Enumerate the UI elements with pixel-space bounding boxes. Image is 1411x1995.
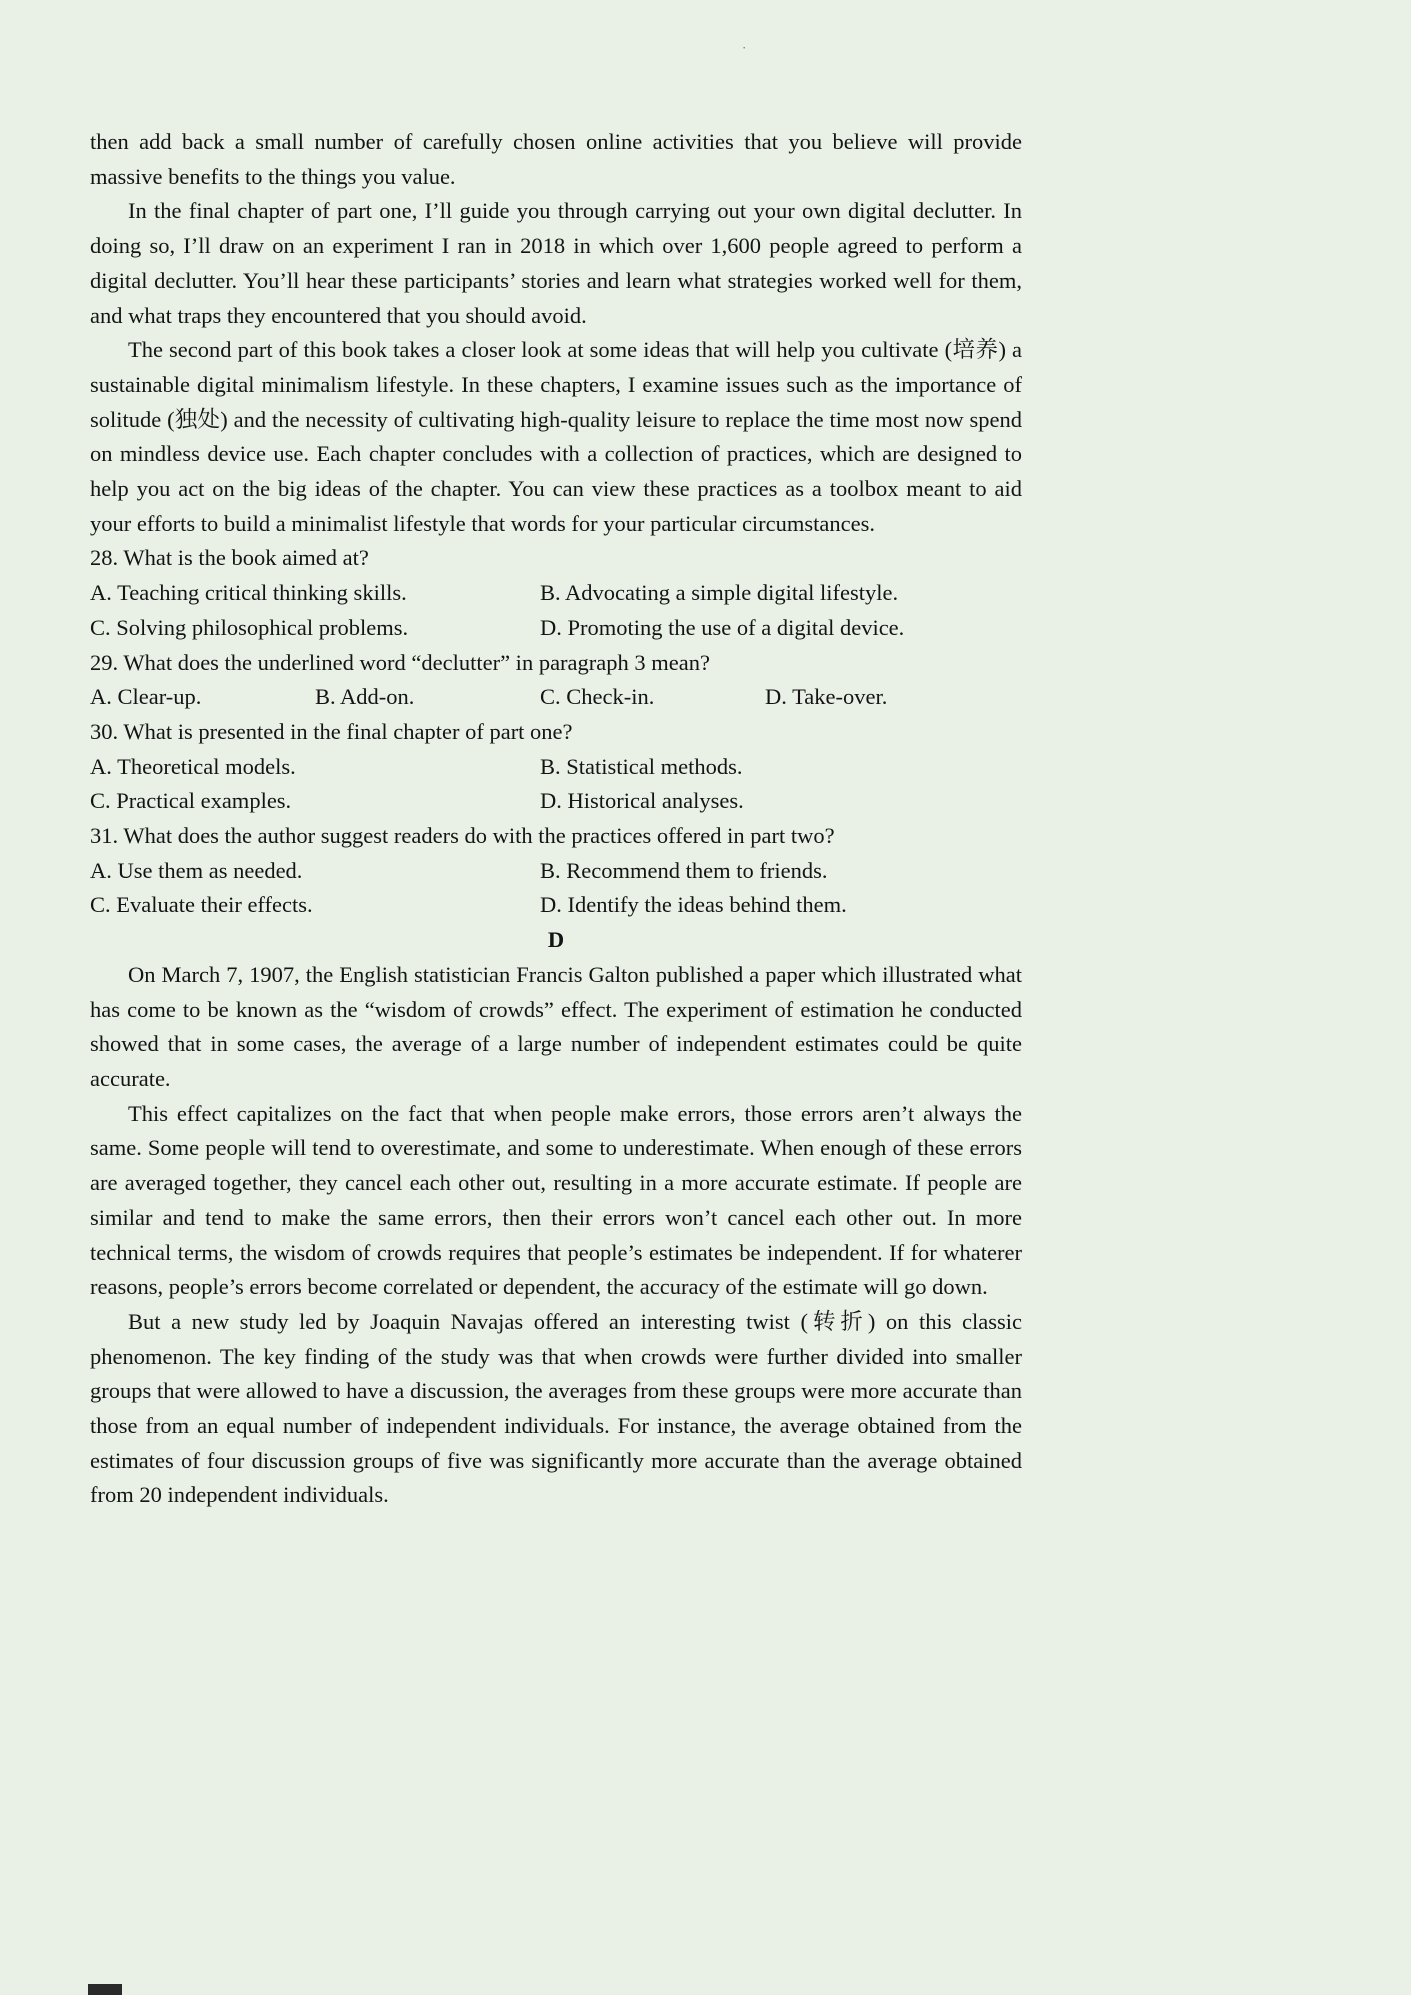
question-31-option-c: C. Evaluate their effects. [90, 892, 313, 918]
question-31-options [90, 854, 1022, 923]
question-30-option-c: C. Practical examples. [90, 788, 292, 814]
passage-c-paragraph-2: In the final chapter of part one, I’ll guide you through carrying out your own digital declutter. In doing so, I’ll draw on an experiment I ran in 2018 in which over 1,600 people agreed to perform a digital declutter. You’ll hear these participants’ stories and learn what strategies worked well for them, and what traps they encountered that you should avoid. [90, 198, 1022, 328]
question-28-option-c: C. Solving philosophical problems. [90, 614, 409, 640]
question-29 [90, 646, 1022, 715]
section-d-heading: D [547, 927, 565, 953]
question-28-options [90, 576, 1022, 645]
question-31 [90, 819, 1022, 923]
question-28-option-a: A. Teaching critical thinking skills. [90, 580, 407, 606]
page-corner-mark: · [742, 40, 747, 55]
question-30-option-d: D. Historical analyses. [540, 788, 744, 814]
page-bottom-mark [88, 1984, 122, 1995]
question-31-option-a: A. Use them as needed. [90, 857, 303, 883]
question-29-option-c: C. Check-in. [540, 684, 655, 710]
passage-d-paragraph-1: On March 7, 1907, the English statistician Francis Galton published a paper which illustrated what has come to be known as the “wisdom of crowds” effect. The experiment of estimation he conducted showed that in some cases, the average of a large number of independent estimates could be quite accurate. [90, 961, 1022, 1091]
question-31-option-d: D. Identify the ideas behind them. [540, 892, 847, 918]
question-29-stem: 29. What does the underlined word “declutter” in paragraph 3 mean? [90, 649, 710, 675]
document-page [90, 125, 1022, 1513]
question-31-stem: 31. What does the author suggest readers do with the practices offered in part two? [90, 823, 835, 849]
question-30-option-a: A. Theoretical models. [90, 753, 296, 779]
question-31-option-b: B. Recommend them to friends. [540, 857, 828, 883]
question-30-options [90, 750, 1022, 819]
question-29-option-d: D. Take-over. [765, 684, 888, 710]
question-30-option-b: B. Statistical methods. [540, 753, 743, 779]
passage-c-paragraph-1: then add back a small number of carefully chosen online activities that you believe will provide massive benefits to the things you value. [90, 129, 1022, 189]
passage-d-paragraph-3: But a new study led by Joaquin Navajas offered an interesting twist (转折) on this classic phenomenon. The key finding of the study was that when crowds were further divided into smaller groups that were allowed to have a discussion, the averages from these groups were more accurate than those from an equal number of independent individuals. For instance, the average obtained from the estimates of four discussion groups of five was significantly more accurate than the average obtained from 20 independent individuals. [90, 1308, 1022, 1508]
passage-c-paragraph-3: The second part of this book takes a closer look at some ideas that will help you cultivate (培养) a sustainable digital minimalism lifestyle. In these chapters, I examine issues such as the importance of solitude (独处) and the necessity of cultivating high-quality leisure to replace the time most now spend on mindless device use. Each chapter concludes with a collection of practices, which are designed to help you act on the big ideas of the chapter. You can view these practices as a toolbox meant to aid your efforts to build a minimalist lifestyle that words for your particular circumstances. [90, 337, 1022, 536]
question-30 [90, 715, 1022, 819]
question-28-option-d: D. Promoting the use of a digital device. [540, 614, 905, 640]
question-29-option-b: B. Add-on. [315, 684, 415, 710]
question-28 [90, 541, 1022, 645]
question-30-stem: 30. What is presented in the final chapter of part one? [90, 718, 573, 744]
question-29-option-a: A. Clear-up. [90, 684, 202, 710]
question-28-option-b: B. Advocating a simple digital lifestyle. [540, 580, 899, 606]
passage-d-paragraph-2: This effect capitalizes on the fact that when people make errors, those errors aren’t always the same. Some people will tend to overestimate, and some to underestimate. When enough of these errors are averaged together, they cancel each other out, resulting in a more accurate estimate. If people are similar and tend to make the same errors, then their errors won’t cancel each other out. In more technical terms, the wisdom of crowds requires that people’s estimates be independent. If for whaterer reasons, people’s errors become correlated or dependent, the accuracy of the estimate will go down. [90, 1100, 1022, 1300]
question-29-options [90, 680, 1022, 715]
question-28-stem: 28. What is the book aimed at? [90, 545, 369, 571]
